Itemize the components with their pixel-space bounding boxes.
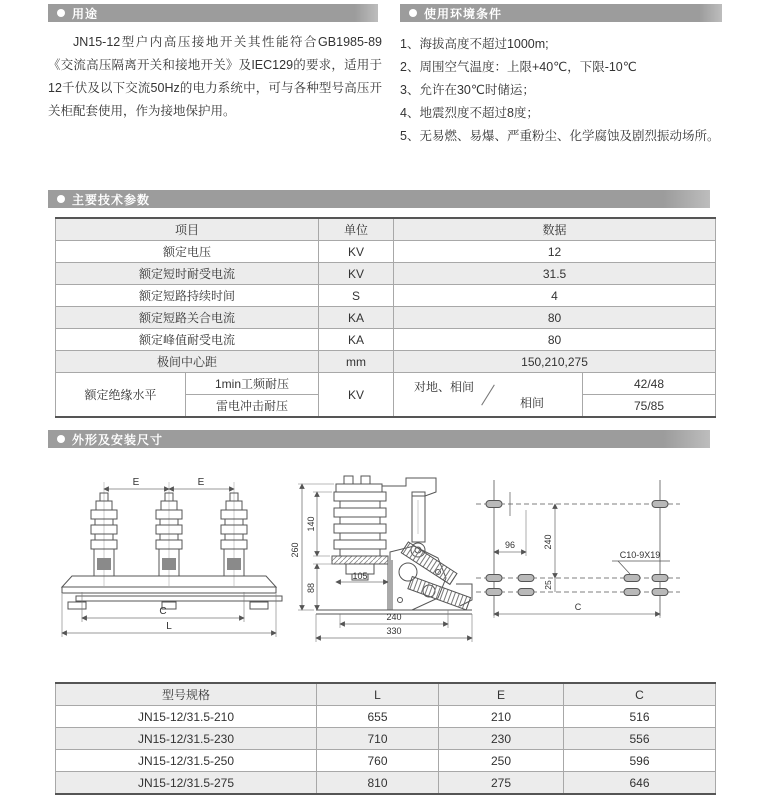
- param-unit: KV: [319, 373, 394, 418]
- param-unit: KV: [319, 241, 394, 263]
- environment-item: 2、周围空气温度：上限+40℃，下限-10℃: [400, 60, 637, 74]
- param-value: 80: [394, 307, 716, 329]
- param-item: 额定短路持续时间: [56, 285, 319, 307]
- condition-top: 对地、相间: [414, 380, 475, 394]
- param-item: 额定短路关合电流: [56, 307, 319, 329]
- insulation-test: 1min工频耐压: [186, 373, 319, 395]
- column-header: 项目: [56, 218, 319, 241]
- table-row: [56, 263, 716, 285]
- insulation-group-label: 额定绝缘水平: [56, 373, 186, 418]
- dim-label-25: 25: [543, 580, 553, 590]
- param-value: 12: [394, 241, 716, 263]
- section-header-dimensions: [48, 430, 710, 448]
- environment-item: 5、无易燃、易爆、严重粉尘、化学腐蚀及剧烈振动场所。: [400, 129, 720, 143]
- table-row: [56, 351, 716, 373]
- front-view-drawing: [52, 460, 287, 656]
- dim-label-88: 88: [306, 582, 316, 594]
- diagonal-divider: [481, 384, 495, 405]
- dim-label-L: L: [166, 621, 172, 632]
- section-title: 主要技术参数: [72, 192, 151, 207]
- side-view-drawing: [288, 460, 476, 656]
- column-header: C: [564, 683, 716, 706]
- param-item: 额定短时耐受电流: [56, 263, 319, 285]
- table-header-row: [56, 683, 716, 706]
- param-unit: mm: [319, 351, 394, 373]
- section-bullet-icon: [409, 9, 417, 17]
- condition-bottom: 相间: [520, 396, 545, 410]
- param-unit: KV: [319, 263, 394, 285]
- table-row: [56, 706, 716, 728]
- section-bullet-icon: [57, 195, 65, 203]
- model-C: 516: [564, 706, 716, 728]
- model-C: 556: [564, 728, 716, 750]
- models-table: [55, 682, 716, 795]
- param-value: 31.5: [394, 263, 716, 285]
- dim-label-C: C: [159, 606, 167, 617]
- model-name: JN15-12/31.5-250: [56, 750, 317, 772]
- model-L: 760: [317, 750, 439, 772]
- environment-item: 3、允许在30℃时储运；: [400, 83, 535, 97]
- param-unit: KA: [319, 329, 394, 351]
- dim-label-240: 240: [386, 612, 402, 622]
- table-row: [56, 241, 716, 263]
- table-row: [56, 772, 716, 795]
- param-item: 额定峰值耐受电流: [56, 329, 319, 351]
- column-header: 单位: [319, 218, 394, 241]
- table-header-row: [56, 218, 716, 241]
- param-value: 80: [394, 329, 716, 351]
- param-item: 极间中心距: [56, 351, 319, 373]
- dim-label-E2: E: [197, 477, 205, 488]
- column-header: 型号规格: [56, 683, 317, 706]
- column-header: L: [317, 683, 439, 706]
- param-value: 4: [394, 285, 716, 307]
- model-E: 275: [439, 772, 564, 795]
- model-C: 596: [564, 750, 716, 772]
- column-header: E: [439, 683, 564, 706]
- model-name: JN15-12/31.5-275: [56, 772, 317, 795]
- hole-layout-drawing: [460, 466, 715, 646]
- section-header-environment: [400, 4, 722, 22]
- section-header-parameters: [48, 190, 710, 208]
- table-row: [56, 285, 716, 307]
- dim-label-C: C: [574, 602, 582, 612]
- dim-label-140: 140: [306, 516, 316, 532]
- model-name: JN15-12/31.5-210: [56, 706, 317, 728]
- model-L: 810: [317, 772, 439, 795]
- section-title: 用途: [72, 6, 99, 21]
- model-L: 655: [317, 706, 439, 728]
- section-header-usage: [48, 4, 378, 22]
- table-row-insulation: [56, 373, 716, 395]
- insulation-test: 雷电冲击耐压: [186, 395, 319, 418]
- environment-item: 1、海拔高度不超过1000m;: [400, 37, 549, 51]
- table-row: [56, 329, 716, 351]
- insulation-value: 75/85: [583, 395, 716, 418]
- model-name: JN15-12/31.5-230: [56, 728, 317, 750]
- model-E: 250: [439, 750, 564, 772]
- parameters-table: [55, 217, 716, 418]
- dim-label-96: 96: [504, 540, 516, 550]
- environment-item: 4、地震烈度不超过8度；: [400, 106, 539, 120]
- section-title: 使用环境条件: [424, 6, 503, 21]
- environment-list: [400, 33, 732, 148]
- model-L: 710: [317, 728, 439, 750]
- hole-spec-label: C10-9X19: [619, 550, 661, 560]
- insulation-value: 42/48: [583, 373, 716, 395]
- usage-paragraph: JN15-12型户内高压接地开关其性能符合GB1985-89《交流高压隔离开关和接地开关》及IEC129的要求，适用于12千伏及以下交流50Hz的电力系统中，可与各种型号高压开关柜配套使用，作为接地保护用。: [48, 35, 382, 118]
- dim-label-105: 105: [352, 571, 368, 581]
- section-title: 外形及安装尺寸: [72, 432, 164, 447]
- param-item: 额定电压: [56, 241, 319, 263]
- table-row: [56, 307, 716, 329]
- dim-label-240: 240: [543, 534, 553, 550]
- dim-label-330: 330: [386, 626, 402, 636]
- model-E: 210: [439, 706, 564, 728]
- dim-label-E1: E: [132, 477, 140, 488]
- table-row: [56, 750, 716, 772]
- column-header: 数据: [394, 218, 716, 241]
- section-bullet-icon: [57, 9, 65, 17]
- model-E: 230: [439, 728, 564, 750]
- section-bullet-icon: [57, 435, 65, 443]
- insulation-condition-cell: [394, 373, 583, 418]
- table-row: [56, 728, 716, 750]
- param-unit: KA: [319, 307, 394, 329]
- dim-label-260: 260: [290, 542, 300, 558]
- param-unit: S: [319, 285, 394, 307]
- param-value: 150,210,275: [394, 351, 716, 373]
- model-C: 646: [564, 772, 716, 795]
